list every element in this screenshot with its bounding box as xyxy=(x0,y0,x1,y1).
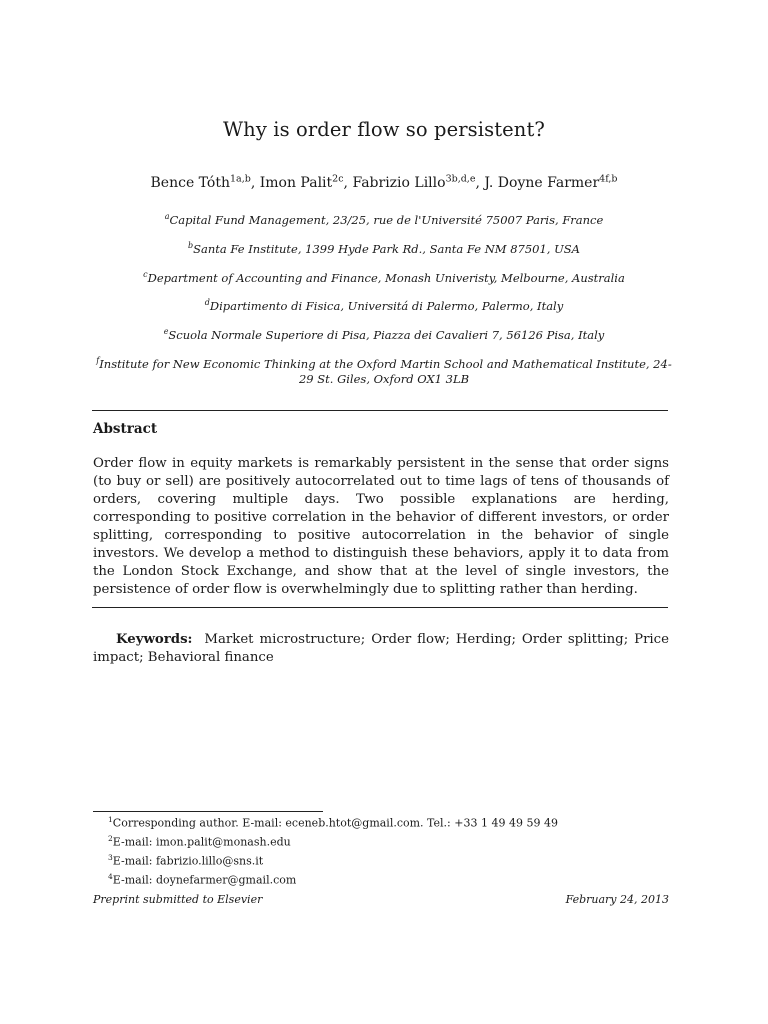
paper-title: Why is order flow so persistent? xyxy=(223,118,545,141)
abstract-heading: Abstract xyxy=(93,421,158,437)
abstract-body: Order flow in equity markets is remarkably persistent in the sense that order signs (to buy or sell) are positively autocorrelated out to time lags of tens of thousands of orders, covering multiple days. Two possible explanations are herding, corresponding to positive correlation in the behavior of different investors, or order splitting, corresponding to positive autocorrelation in the behavior of single investors. We develop a method to distinguish these behaviors, apply it to data from the London Stock Exchange, and show that at the level of single investors, the persistence of order flow is overwhelmingly due to splitting rather than herding. xyxy=(93,456,669,597)
preprint-note: Preprint submitted to Elsevier xyxy=(93,893,263,906)
affiliation: $^b$Santa Fe Institute, 1399 Hyde Park Rd., Santa Fe NM 87501, USA xyxy=(188,240,580,256)
keywords-text: Market microstructure; Order flow; Herding; Order splitting; Price impact; Behavioral finance xyxy=(93,632,669,665)
author: Imon Palit$^{2c}$, xyxy=(259,173,353,191)
affiliation: $^a$Capital Fund Management, 23/25, rue de l'Université 75007 Paris, France xyxy=(164,212,604,227)
keywords-label: Keywords: xyxy=(116,632,193,647)
keywords xyxy=(93,631,669,667)
footnote: $^3$E-mail: fabrizio.lillo@sns.it xyxy=(108,853,264,868)
affiliation-list xyxy=(92,209,676,397)
author: Bence Tóth$^{1a,b}$, xyxy=(150,173,260,191)
abstract-bottom-rule xyxy=(92,607,668,608)
affiliation: $^f$Institute for New Economic Thinking at the Oxford Martin School and Mathematical Institute, 24-29 St. Giles, Oxford OX1 3LB xyxy=(96,356,672,386)
preprint-date: February 24, 2013 xyxy=(565,893,669,906)
footnote: $^2$E-mail: imon.palit@monash.edu xyxy=(108,834,291,849)
author: J. Doyne Farmer$^{4f,b}$ xyxy=(484,173,618,191)
author-list xyxy=(0,173,768,191)
footnotes xyxy=(108,812,558,889)
footnote: $^4$E-mail: doynefarmer@gmail.com xyxy=(108,872,297,888)
footnote: $^1$Corresponding author. E-mail: eceneb.htot@gmail.com. Tel.: +33 1 49 49 59 49 xyxy=(108,815,558,830)
affiliation: $^e$Scuola Normale Superiore di Pisa, Piazza dei Cavalieri 7, 56126 Pisa, Italy xyxy=(163,327,605,343)
abstract-top-rule xyxy=(92,410,668,411)
author: Fabrizio Lillo$^{3b,d,e}$, xyxy=(352,173,485,191)
affiliation: $^d$Dipartimento di Fisica, Universitá di Palermo, Palermo, Italy xyxy=(204,298,564,314)
affiliation: $^c$Department of Accounting and Finance, Monash Univeristy, Melbourne, Australia xyxy=(143,269,625,285)
